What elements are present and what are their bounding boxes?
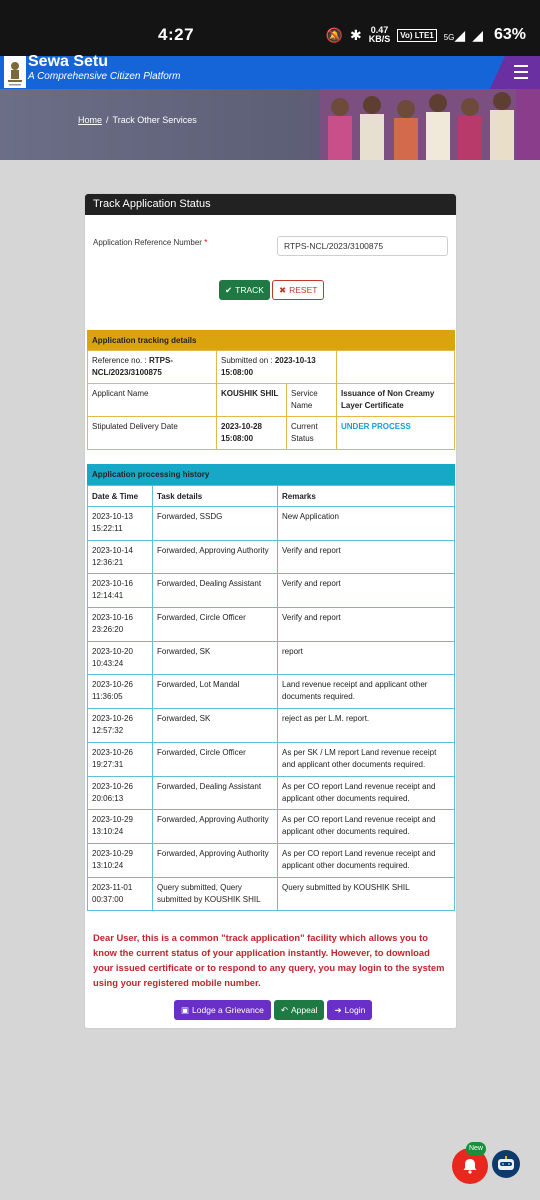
bell-icon [461, 1157, 479, 1175]
col-remarks: Remarks [278, 486, 455, 507]
reply-icon: ↶ [280, 1004, 288, 1015]
tracking-details-table [87, 350, 455, 450]
table-row: 2023-11-01 00:37:00 Query submitted, Query submitted by KOUSHIK SHIL Query submitted by KOUSHIK SHIL [88, 877, 455, 911]
status-label: Current Status [287, 417, 337, 450]
delivery-label: Stipulated Delivery Date [88, 417, 217, 450]
lodge-grievance-button[interactable]: ▣ Lodge a Grievance [174, 1000, 271, 1020]
net-speed: 0.47 KB/S [368, 25, 391, 44]
col-date: Date & Time [88, 486, 153, 507]
brand-name[interactable]: Sewa Setu [28, 53, 109, 70]
new-badge: New [466, 1142, 486, 1156]
status-icons [326, 26, 526, 44]
signal-5g-icon: 5G◢ [443, 26, 466, 43]
table-row: 2023-10-26 19:27:31 Forwarded, Circle Officer As per SK / LM report Land revenue receipt and applicant other documents required. [88, 742, 455, 776]
user-x-icon: ✖ [279, 284, 287, 295]
footer-actions [174, 1000, 372, 1020]
applicant-value: KOUSHIK SHIL [217, 384, 287, 417]
battery-level: 63% [493, 26, 526, 43]
mute-bell-icon: 🔕 [325, 26, 343, 43]
status-value: UNDER PROCESS [337, 417, 455, 450]
col-task: Task details [153, 486, 278, 507]
table-row: 2023-10-20 10:43:24 Forwarded, SK report [88, 641, 455, 675]
table-row: 2023-10-13 15:22:11 Forwarded, SSDG New Application [88, 507, 455, 541]
hamburger-icon [514, 65, 528, 79]
chatbot-button[interactable] [492, 1150, 520, 1178]
history-table [87, 485, 455, 911]
service-value: Issuance of Non Creamy Layer Certificate [337, 384, 455, 417]
robot-icon [496, 1155, 516, 1173]
history-heading: Application processing history [87, 464, 455, 485]
login-button[interactable]: ➔ Login [327, 1000, 372, 1020]
appeal-button[interactable]: ↶ Appeal [274, 1000, 325, 1020]
breadcrumb-home-link[interactable]: Home [78, 115, 103, 125]
tracking-details-heading: Application tracking details [87, 330, 455, 350]
clock: 4:27 [158, 25, 195, 44]
bluetooth-icon: ✱ [350, 26, 362, 43]
track-button[interactable]: ✔ TRACK [219, 280, 270, 300]
brand-tagline: A Comprehensive Citizen Platform [28, 71, 181, 82]
submitted-cell: Submitted on : 2023-10-13 15:08:00 [217, 351, 337, 384]
table-row: 2023-10-29 13:10:24 Forwarded, Approving Authority As per CO report Land revenue receipt and applicant other documents required. [88, 810, 455, 844]
table-row: 2023-10-14 12:36:21 Forwarded, Approving Authority Verify and report [88, 540, 455, 574]
card-title: Track Application Status [85, 194, 456, 215]
table-row: 2023-10-26 12:57:32 Forwarded, SK reject as per L.M. report. [88, 709, 455, 743]
table-row: 2023-10-26 11:36:05 Forwarded, Lot Mandal Land revenue receipt and applicant other documents required. [88, 675, 455, 709]
volte-icon: Vo) LTE1 [397, 29, 436, 42]
ref-number-input[interactable] [277, 236, 448, 256]
banner-photo [320, 89, 540, 160]
breadcrumb-current: Track Other Services [112, 115, 197, 125]
page-banner [0, 89, 540, 160]
reset-button[interactable]: ✖ RESET [272, 280, 324, 300]
status-bar [0, 0, 540, 56]
table-row: 2023-10-26 20:06:13 Forwarded, Dealing Assistant As per CO report Land revenue receipt and applicant other documents required. [88, 776, 455, 810]
site-header [0, 53, 540, 89]
applicant-label: Applicant Name [88, 384, 217, 417]
menu-toggle[interactable] [490, 56, 540, 89]
sign-in-icon: ➔ [334, 1004, 342, 1015]
signal-icon: ◢ [472, 26, 483, 43]
breadcrumb-separator: / [106, 115, 109, 125]
service-label: Service Name [287, 384, 337, 417]
required-mark: * [204, 238, 208, 247]
breadcrumb [78, 115, 197, 125]
track-status-card [84, 193, 457, 1029]
table-row: 2023-10-29 13:10:24 Forwarded, Approving Authority As per CO report Land revenue receipt and applicant other documents required. [88, 843, 455, 877]
ref-number-label: Application Reference Number * [93, 238, 208, 247]
check-icon: ✔ [225, 284, 233, 295]
table-row: 2023-10-16 12:14:41 Forwarded, Dealing Assistant Verify and report [88, 574, 455, 608]
emblem-logo [4, 56, 26, 88]
table-row: 2023-10-16 23:26:20 Forwarded, Circle Officer Verify and report [88, 608, 455, 642]
inbox-icon: ▣ [181, 1004, 190, 1015]
delivery-value: 2023-10-28 15:08:00 [217, 417, 287, 450]
notice-text: Dear User, this is a common "track application" facility which allows you to know the current status of your application instantly. However, to download your issued certificate or to respond to any query, you may login to the system using your registered mobile number. [93, 932, 445, 988]
ref-no-cell: Reference no. : RTPS-NCL/2023/3100875 [88, 351, 217, 384]
